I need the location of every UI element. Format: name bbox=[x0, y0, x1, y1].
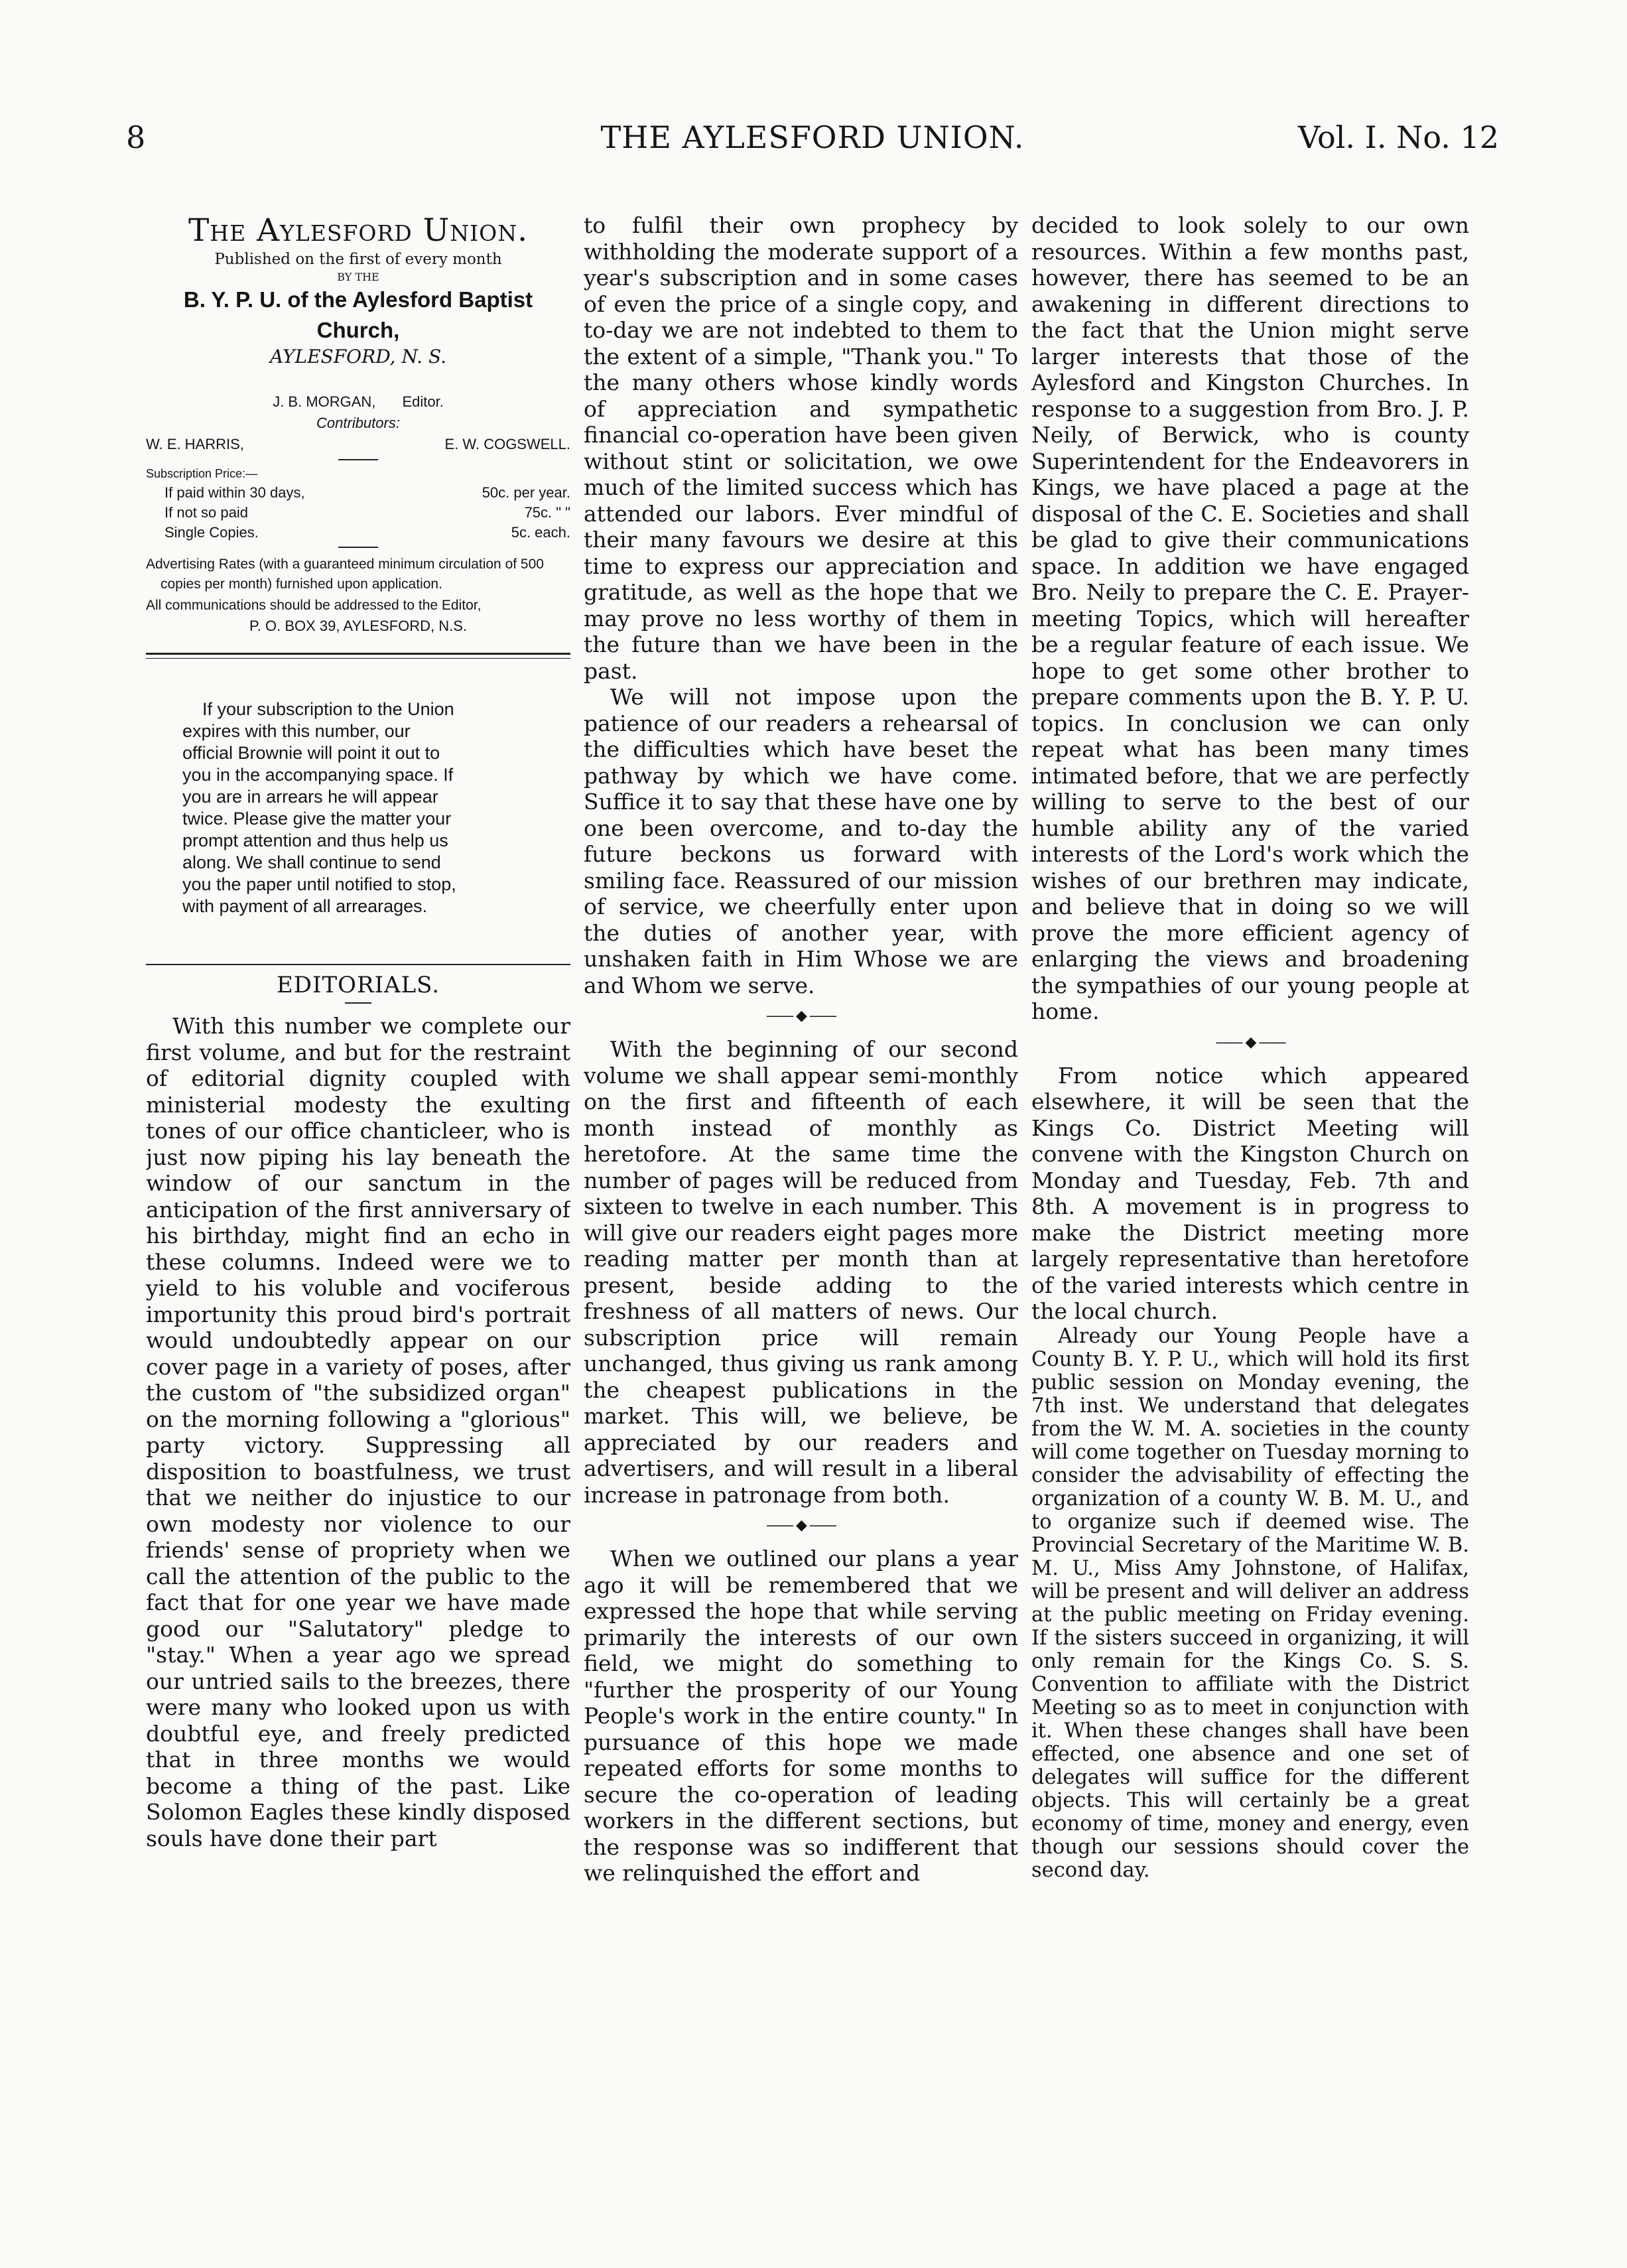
newspaper-title: THE AYLESFORD UNION. bbox=[600, 119, 1025, 155]
short-divider bbox=[338, 547, 378, 548]
double-divider bbox=[146, 653, 570, 659]
ornament-divider: —— ◆ —— bbox=[1215, 1034, 1285, 1051]
subscription-label: Subscription Price:— bbox=[146, 467, 258, 480]
editorial-paragraph: We will not impose upon the patience of our readers a rehearsal of the difficulties which have beset the pathway by which we have come. Suffice it to say that these have one by one been overcome, and to-day the future beckons us forward with smiling face. Reassured of our mission of service, we cheerfully enter upon the duties of another year, with unshaken faith in Him Whose we are and Whom we serve. bbox=[584, 684, 1018, 998]
column-1 bbox=[146, 212, 570, 2189]
editorial-paragraph: With the beginning of our second volume we shall appear semi-monthly on the first and fifteenth of each month instead of monthly as heretofore. At the same time the number of pages will be reduced from sixteen to twelve in each number. This will give our readers eight pages more reading matter per month than at present, beside adding to the freshness of all matters of news. Our subscription price will remain unchanged, thus giving us rank among the cheapest publications in the market. This will, we believe, be appreciated by our readers and advertisers, and will result in a liberal increase in patronage from both. bbox=[584, 1036, 1018, 1508]
price-row bbox=[146, 503, 570, 523]
page-number: 8 bbox=[126, 119, 146, 155]
price-value: 75c. " " bbox=[524, 504, 570, 521]
contributors-label: Contributors: bbox=[316, 415, 400, 431]
price-row bbox=[146, 483, 570, 503]
contributor-1: W. E. HARRIS, bbox=[146, 436, 244, 452]
price-value: 5c. each. bbox=[511, 524, 570, 541]
ornament-divider: —— ◆ —— bbox=[766, 1517, 836, 1534]
pobox-address: P. O. BOX 39, AYLESFORD, N.S. bbox=[249, 618, 468, 634]
editorial-paragraph: From notice which appeared elsewhere, it will be seen that the Kings Co. District Meeting will convene with the Kingston Church on Monday and Tuesday, Feb. 7th and 8th. A movement is in progress to make the District meeting more largely representative than heretofore of the varied interests which centre in the local church. bbox=[1031, 1062, 1469, 1324]
price-label: If not so paid bbox=[164, 504, 248, 521]
editorials-heading: EDITORIALS. bbox=[276, 972, 440, 998]
contributor-2: E. W. COGSWELL. bbox=[444, 436, 570, 452]
masthead-published-line: Published on the first of every month bbox=[214, 251, 502, 268]
short-divider bbox=[338, 459, 378, 460]
price-row bbox=[146, 523, 570, 543]
editorial-paragraph: Already our Young People have a County B. Y. P. U., which will hold its first public session on Monday evening, the 7th inst. We understand that delegates from the W. M. A. societies in the county will come together on Tuesday morning to consider the advisability of effecting the organization of a county W. B. M. U., and to organize such if deemed wise. The Provincial Secretary of the Maritime W. B. M. U., Miss Amy Johnstone, of Halifax, will be present and will deliver an address at the public meeting on Friday evening. If the sisters succeed in organizing, it will only remain for the Kings Co. S. S. Convention to affiliate with the District Meeting so as to meet in conjunction with it. When these changes shall have been effected, one absence and one set of delegates will suffice for the different objects. This will certainly be a great economy of time, money and energy, even though our sessions should cover the second day. bbox=[1031, 1324, 1469, 1882]
price-value: 50c. per year. bbox=[482, 484, 570, 501]
masthead bbox=[146, 212, 570, 659]
editor-role: Editor. bbox=[402, 393, 444, 410]
masthead-title: The Aylesford Union. bbox=[188, 212, 529, 249]
editorial-paragraph: decided to look solely to our own resources. Within a few months past, however, there has seemed to be an awakening in different directions to the fact that the Union might serve larger interests that those of the Aylesford and Kingston Churches. In response to a suggestion from Bro. J. P. Neily, of Berwick, who is county Superintendent for the Endeavorers in Kings, we have placed a page at the disposal of the C. E. Societies and shall be glad to give their communications space. In addition we have engaged Bro. Neily to prepare the C. E. Prayer-meeting Topics, which will hereafter be a regular feature of each issue. We hope to get some other brother to prepare comments upon the B. Y. P. U. topics. In conclusion we can only repeat what has been many times intimated before, that we are perfectly willing to serve to the best of our humble ability any of the varied interests of the Lord's work which the wishes of our brethren may indicate, and believe that in doing so we will prove the more efficient agency of enlarging the views and broadening the sympathies of our young people at home. bbox=[1031, 212, 1469, 1024]
editorial-paragraph: When we outlined our plans a year ago it will be remembered that we expressed the hope that while serving primarily the interests of our own field, we might do something to "further the prosperity of our Young People's work in the entire county." In pursuance of this hope we made repeated efforts for some months to secure the co-operation of leading workers in the different sections, but the response was so indifferent that we relinquished the effort and bbox=[584, 1546, 1018, 1886]
advertising-note: Advertising Rates (with a guaranteed minimum circulation of 500 copies per month) furnished upon application. bbox=[146, 557, 544, 592]
communications-note: All communications should be addressed to the Editor, bbox=[146, 598, 482, 613]
short-divider bbox=[345, 1002, 371, 1004]
subscription-notice: If your subscription to the Union expires with this number, our official Brownie will point it out to you in the accompanying space. If you are in arrears he will appear twice. Please give the matter your prompt attention and thus help us along. We shall continue to send you the paper until notified to stop, with payment of all arrearages. bbox=[182, 699, 456, 916]
editor-row bbox=[146, 391, 570, 413]
editorial-paragraph: With this number we complete our first volume, and but for the restraint of editorial dignity coupled with ministerial modesty the exulting tones of our office chanticleer, who is just now piping his lay beneath the window of our sanctum in the anticipation of the first anniversary of his birthday, might find an echo in these columns. Indeed were we to yield to his voluble and vociferous importunity this proud bird's portrait would undoubtedly appear on our cover page in a variety of poses, after the custom of "the subsidized organ" on the morning following a "glorious" party victory. Suppressing all disposition to boastfulness, we trust that we neither do injustice to our own modesty nor violence to our friends' sense of propriety when we call the attention of the public to the fact that for one year we have made good our "Salutatory" pledge to "stay." When a year ago we spread our untried sails to the breezes, there were many who looked upon us with doubtful eye, and freely predicted that in three months we would become a thing of the past. Like Solomon Eagles these kindly disposed souls have done their part bbox=[146, 1013, 570, 1851]
price-label: Single Copies. bbox=[164, 524, 259, 541]
volume-number: Vol. I. No. 12 bbox=[1298, 119, 1499, 155]
editorial-paragraph: to fulfil their own prophecy by withholding the moderate support of a year's subscription and in some cases of even the price of a single copy, and to-day we are not indebted to them to the extent of a simple, "Thank you." To the many others whose kindly words of appreciation and sympathetic financial co-operation have been given without stint or solicitation, we owe much of the limited success which has attended our labors. Ever mindful of their many favours we desire at this time to express our appreciation and gratitude, as well as the hope that we may prove no less worthy of them in the future than we have been in the past. bbox=[584, 212, 1018, 684]
masthead-by-line: BY THE bbox=[337, 271, 379, 283]
page-header bbox=[126, 119, 1499, 179]
masthead-place: AYLESFORD, N. S. bbox=[269, 346, 447, 367]
column-2 bbox=[584, 212, 1018, 2189]
masthead-organization: B. Y. P. U. of the Aylesford Baptist Church, bbox=[183, 287, 533, 342]
contributors-row bbox=[146, 434, 570, 455]
column-3 bbox=[1031, 212, 1469, 2189]
ornament-divider: —— ◆ —— bbox=[766, 1008, 836, 1024]
price-label: If paid within 30 days, bbox=[164, 484, 305, 501]
section-divider bbox=[146, 964, 570, 965]
editor-name: J. B. MORGAN, bbox=[273, 393, 376, 410]
